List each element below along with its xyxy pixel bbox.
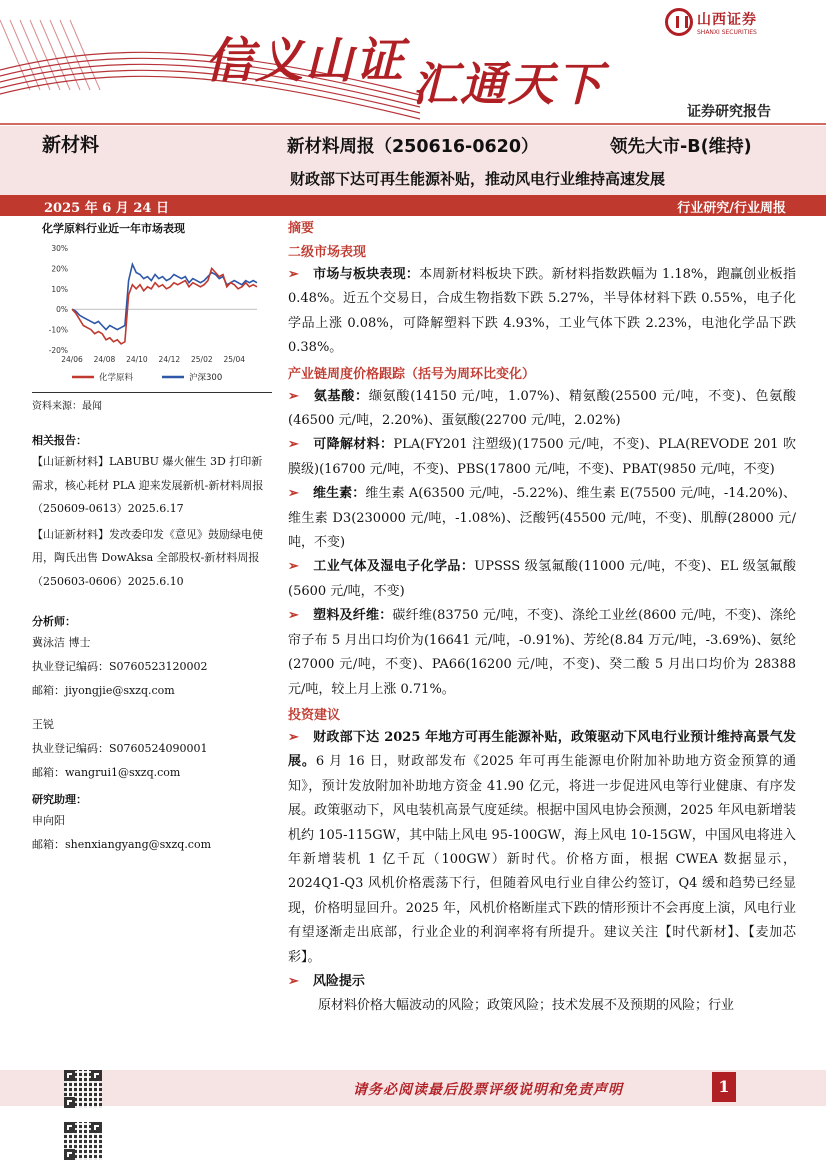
company-logo: [665, 8, 757, 36]
analyst-reg: 执业登记编码：S0760523120002: [32, 660, 208, 673]
series-line: [72, 264, 257, 329]
price-item: [288, 385, 796, 434]
related-report-1[interactable]: 【山证新材料】LABUBU 爆火催生 3D 打印新需求，核心耗材 PLA 迎来发展新机-新材料周报（250609-0613）2025.6.17: [32, 455, 264, 515]
price-item-label: 塑料及纤维：: [312, 608, 393, 624]
chart-title: 化学原料行业近一年市场表现: [42, 222, 185, 235]
report-date: 2025 年 6 月 24 日: [44, 201, 169, 216]
analyst-heading: 分析师：: [32, 615, 76, 628]
invest-label: 财政部下达 2025 年地方可再生能源补贴，政策驱动下风电行业预计维持高景气发展。: [288, 729, 796, 770]
logo-icon: [665, 8, 693, 36]
price-item-label: 可降解材料：: [312, 437, 394, 453]
invest-heading: 投资建议: [288, 707, 341, 723]
logo-name-en: SHANXI SECURITIES: [697, 28, 757, 36]
abstract-heading: 摘要: [288, 221, 315, 236]
x-tick-label: 24/12: [158, 355, 181, 364]
market-label: 市场与板块表现：: [312, 267, 420, 282]
report-category: 行业研究/行业周报: [677, 201, 786, 216]
arrow-icon: ➢: [288, 388, 299, 404]
slogan-left: 信义山证: [205, 33, 406, 89]
arrow-icon: ➢: [288, 486, 299, 502]
risk-heading-line: [288, 970, 796, 994]
price-item-text: 缬氨酸(14150 元/吨，1.07%)、精氨酸(25500 元/吨，不变)、色氨酸(46500 元/吨，2.20%)、蛋氨酸(22700 元/吨，2.02%): [288, 388, 796, 429]
y-tick-label: 10%: [51, 284, 68, 294]
market-heading: 二级市场表现: [288, 245, 367, 260]
qr-code-icon: [64, 1070, 102, 1108]
assistant-name: 申向阳: [32, 814, 65, 827]
chart-source: 资料来源：最闻: [32, 401, 102, 412]
legend-label: 沪深300: [189, 373, 223, 383]
risk-label: 风险提示: [312, 973, 365, 989]
analyst-email[interactable]: 邮箱：wangrui1@sxzq.com: [32, 766, 181, 779]
risk-text: 原材料价格大幅波动的风险；政策风险；技术发展不及预期的风险；行业: [318, 998, 735, 1014]
invest-text: 6 月 16 日，财政部发布《2025 年可再生能源电价附加补助地方资金预算的通知》，预计发放附加补助地方资金 41.90 亿元，将进一步促进风电等行业健康、有序发展。政策驱动下，风电装机高景气度延续。根据中国风电协会预测，2025 年风电新增装机约 105-115GW，其中陆上风电 95-100GW，海上风电 10-15GW，中国风电将进入年新增装机 1 亿千瓦（100GW）新时代。价格方面，根据 CWEA 数据显示，2024Q1-Q3 风机价格震荡下行，但随着风电行业自律公约签订，Q4 缓和趋势已经显现，价格明显回升。2025 年，风机价格断崖式下跌的情形预计不会再度上演，风电行业有望逐渐走出底部，行业企业的利润率将有所提升。建议关注【时代新材】、【麦加芯彩】。: [288, 754, 796, 965]
sector-label: 新材料: [42, 134, 100, 156]
price-heading: 产业链周度价格跟踪（括号为周环比变化）: [288, 366, 536, 382]
y-tick-label: -10%: [48, 325, 68, 335]
analyst-email[interactable]: 邮箱：jiyongjie@sxzq.com: [32, 684, 175, 697]
analyst-name: 冀泳洁 博士: [32, 636, 91, 649]
arrow-icon: ➢: [288, 437, 299, 453]
header-banner: [0, 0, 826, 125]
sidebar: [32, 220, 272, 857]
related-reports-heading: 相关报告：: [32, 434, 87, 447]
arrow-icon: ➢: [288, 608, 299, 624]
x-tick-label: 24/10: [126, 355, 148, 364]
page-number: 1: [712, 1072, 736, 1102]
y-tick-label: -20%: [48, 346, 68, 355]
invest-paragraph: [288, 726, 796, 970]
price-item: [288, 482, 796, 555]
price-item-text: UPSSS 级氢氟酸(11000 元/吨，不变)、EL 级氢氟酸(5600 元/吨，不变): [288, 559, 796, 599]
report-type-label: 证券研究报告: [687, 104, 771, 120]
price-item-label: 维生素：: [312, 486, 366, 502]
assistant-email[interactable]: 邮箱：shenxiangyang@sxzq.com: [32, 838, 212, 851]
x-tick-label: 24/06: [61, 355, 83, 364]
x-tick-label: 24/08: [93, 355, 116, 364]
report-subtitle: 财政部下达可再生能源补贴，推动风电行业维持高速发展: [290, 170, 666, 188]
qr-code-icon: [64, 1122, 102, 1160]
price-item: [288, 433, 796, 482]
arrow-icon: ➢: [288, 729, 299, 745]
price-item-text: PLA(FY201 注塑级)(17500 元/吨，不变)、PLA(REVODE 201 吹膜级)(16700 元/吨，不变)、PBS(17800 元/吨，不变)、PBAT(9850 元/吨，不变): [288, 437, 796, 477]
legend-label: 化学原料: [99, 373, 134, 383]
assistant-heading: 研究助理：: [32, 793, 87, 806]
market-chart: [32, 240, 272, 390]
market-text: 本周新材料板块下跌。新材料指数跌幅为 1.18%，跑赢创业板指 0.48%。近五个交易日，合成生物指数下跌 5.27%，半导体材料下跌 0.55%，电子化学品上涨 0.08%，可降解塑料下跌 4.93%，工业气体下跌 2.23%，电池化学品下跌 0.38%。: [288, 267, 796, 356]
price-item-label: 工业气体及湿电子化学品：: [312, 559, 475, 575]
price-item-text: 维生素 A(63500 元/吨，-5.22%)、维生素 E(75500 元/吨，-14.20%)、维生素 D3(230000 元/吨，-1.08%)、泛酸钙(45500 元/吨，不变)、肌醇(28000 元/吨，不变): [288, 486, 796, 551]
related-report-2[interactable]: 【山证新材料】发改委印发《意见》鼓励绿电使用，陶氏出售 DowAksa 全部股权-新材料周报（250603-0606）2025.6.10: [32, 527, 263, 588]
report-title: 新材料周报（250616-0620）: [287, 137, 539, 157]
price-item: [288, 604, 796, 702]
main-content: [288, 219, 796, 1019]
analyst-name: 王锐: [32, 718, 54, 731]
arrow-icon: ➢: [288, 267, 299, 282]
arrow-icon: ➢: [288, 973, 299, 989]
logo-name-cn: 山西证券: [697, 11, 757, 28]
arrow-icon: ➢: [288, 559, 299, 575]
price-item: [288, 555, 796, 604]
x-tick-label: 25/02: [191, 355, 213, 364]
x-tick-label: 25/04: [223, 355, 246, 364]
disclaimer-text[interactable]: 请务必阅读最后股票评级说明和免责声明: [353, 1082, 623, 1098]
market-paragraph: [288, 263, 796, 361]
y-tick-label: 20%: [51, 264, 68, 274]
price-item-label: 氨基酸：: [312, 388, 369, 404]
chart-divider: [32, 392, 272, 393]
analyst-reg: 执业登记编码：S0760524090001: [32, 742, 208, 755]
rating-label: 领先大市-B(维持): [610, 137, 752, 157]
y-tick-label: 30%: [51, 244, 68, 253]
slogan-right: 汇通天下: [412, 57, 604, 111]
y-tick-label: 0%: [56, 305, 68, 315]
market-chart-svg: [32, 240, 272, 390]
price-item-text: 碳纤维(83750 元/吨，不变)、涤纶工业丝(8600 元/吨，不变)、涤纶帘子布 5 月出口均价为(16641 元/吨，-0.91%)、芳纶(8.84 万元/吨，-3.69%)、氨纶(27000 元/吨，不变)、PA66(16200 元/吨，不变)、癸二酸 5 月出口均价为 28388 元/吨，较上月上涨 0.71%。: [288, 608, 796, 697]
